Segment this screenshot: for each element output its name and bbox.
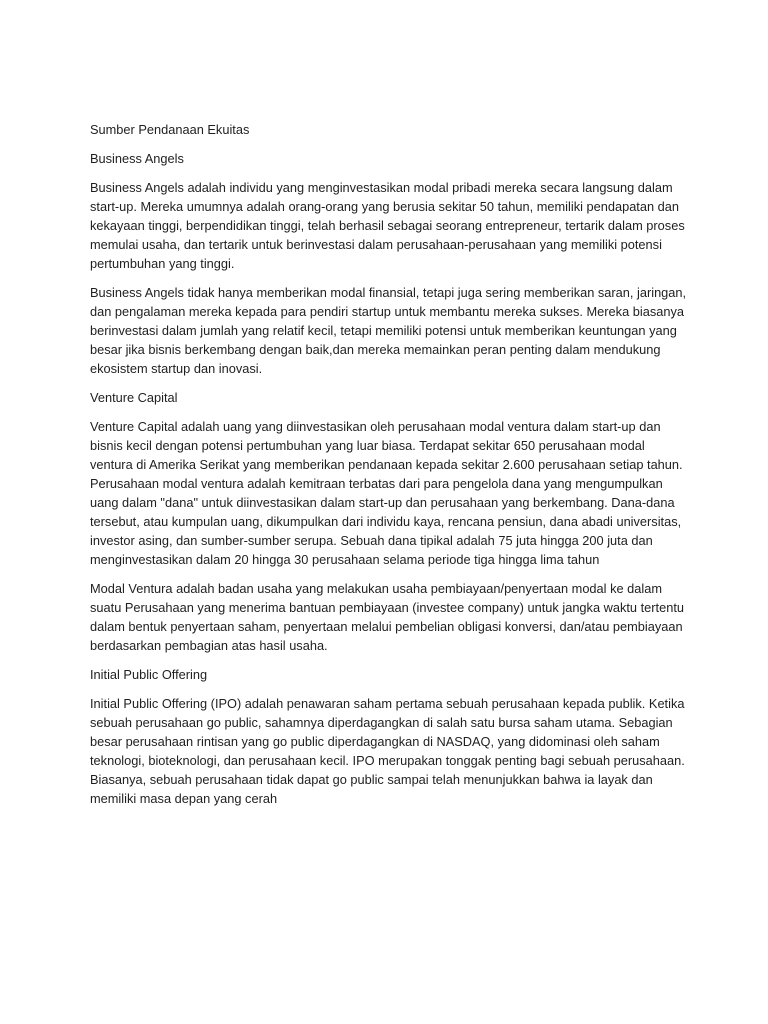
paragraph-ipo-1: [90, 694, 685, 808]
paragraph-venture-capital-1: [90, 417, 682, 569]
paragraph-line: Business Angels tidak hanya memberikan modal finansial, tetapi juga sering memberikan saran, jaringan,: [90, 285, 687, 300]
paragraph-line: besar jika bisnis berkembang dengan baik,dan mereka memainkan peran penting dalam mendukung: [90, 342, 661, 357]
paragraph-line: Biasanya, sebuah perusahaan tidak dapat go public sampai telah menunjukkan bahwa ia layak dan: [90, 772, 653, 787]
paragraph-line: ekosistem startup dan inovasi.: [90, 361, 263, 376]
paragraph-line: start-up. Mereka umumnya adalah orang-orang yang berusia sekitar 50 tahun, memiliki pendapatan dan: [90, 199, 680, 214]
paragraph-line: dan pengalaman mereka kepada para pendiri startup untuk membantu mereka sukses. Mereka biasanya: [90, 304, 684, 319]
section-heading-business-angels: Business Angels: [90, 151, 184, 166]
paragraph-line: kekayaan tinggi, berpendidikan tinggi, telah berhasil sebagai seorang entrepreneur, tertarik dalam proses: [90, 218, 685, 233]
paragraph-line: sebuah perusahaan go public, sahamnya diperdagangkan di salah satu bursa saham utama. Sebagian: [90, 715, 673, 730]
paragraph-line: besar perusahaan rintisan yang go public diperdagangkan di NASDAQ, yang didominasi oleh saham: [90, 734, 660, 749]
document-title: Sumber Pendanaan Ekuitas: [90, 122, 250, 137]
paragraph-line: tersebut, atau kumpulan uang, dikumpulkan dari individu kaya, rencana pensiun, dana abadi universitas,: [90, 514, 682, 529]
section-heading-ipo: Initial Public Offering: [90, 667, 208, 682]
section-heading-venture-capital: Venture Capital: [90, 390, 178, 405]
paragraph-line: uang dalam "dana" untuk diinvestasikan dalam start-up dan perusahaan yang berkembang. Dana-dana: [90, 495, 675, 510]
paragraph-business-angels-1: [90, 178, 685, 273]
paragraph-line: teknologi, bioteknologi, dan perusahaan kecil. IPO merupakan tonggak penting bagi sebuah perusahaan.: [90, 753, 685, 768]
paragraph-venture-capital-2: [90, 579, 682, 655]
paragraph-line: bisnis kecil dengan potensi pertumbuhan yang luar biasa. Terdapat sekitar 650 perusahaan modal: [90, 438, 645, 453]
paragraph-line: Business Angels adalah individu yang menginvestasikan modal pribadi mereka secara langsung dalam: [90, 180, 673, 195]
paragraph-line: suatu Perusahaan yang menerima bantuan pembiayaan (investee company) untuk jangka waktu tertentu: [90, 600, 684, 615]
paragraph-line: menginvestasikan dalam 20 hingga 30 perusahaan selama periode tiga hingga lima tahun: [90, 552, 600, 567]
paragraph-line: pertumbuhan yang tinggi.: [90, 256, 235, 271]
paragraph-line: investor asing, dan sumber-sumber serupa. Sebuah dana tipikal adalah 75 juta hingga 200 juta dan: [90, 533, 653, 548]
paragraph-line: dalam bentuk penyertaan saham, penyertaan melalui pembelian obligasi konversi, dan/atau pembiayaan: [90, 619, 683, 634]
paragraph-line: memulai usaha, dan tertarik untuk berinvestasi dalam perusahaan-perusahaan yang memiliki potensi: [90, 237, 662, 252]
paragraph-line: Venture Capital adalah uang yang diinvestasikan oleh perusahaan modal ventura dalam start-up dan: [90, 419, 661, 434]
paragraph-line: Perusahaan modal ventura adalah kemitraan terbatas dari para pengelola dana yang mengumpulkan: [90, 476, 663, 491]
paragraph-line: berinvestasi dalam jumlah yang relatif kecil, tetapi memiliki potensi untuk memberikan keuntungan yang: [90, 323, 677, 338]
paragraph-line: berdasarkan pembagian atas hasil usaha.: [90, 638, 328, 653]
paragraph-line: Modal Ventura adalah badan usaha yang melakukan usaha pembiayaan/penyertaan modal ke dalam: [90, 581, 662, 596]
paragraph-line: memiliki masa depan yang cerah: [90, 791, 278, 806]
document-page: [90, 120, 687, 818]
paragraph-line: Initial Public Offering (IPO) adalah penawaran saham pertama sebuah perusahaan kepada publik. Ketika: [90, 696, 685, 711]
paragraph-line: ventura di Amerika Serikat yang memberikan pendanaan kepada sekitar 2.600 perusahaan setiap tahun.: [90, 457, 683, 472]
paragraph-business-angels-2: [90, 283, 687, 378]
